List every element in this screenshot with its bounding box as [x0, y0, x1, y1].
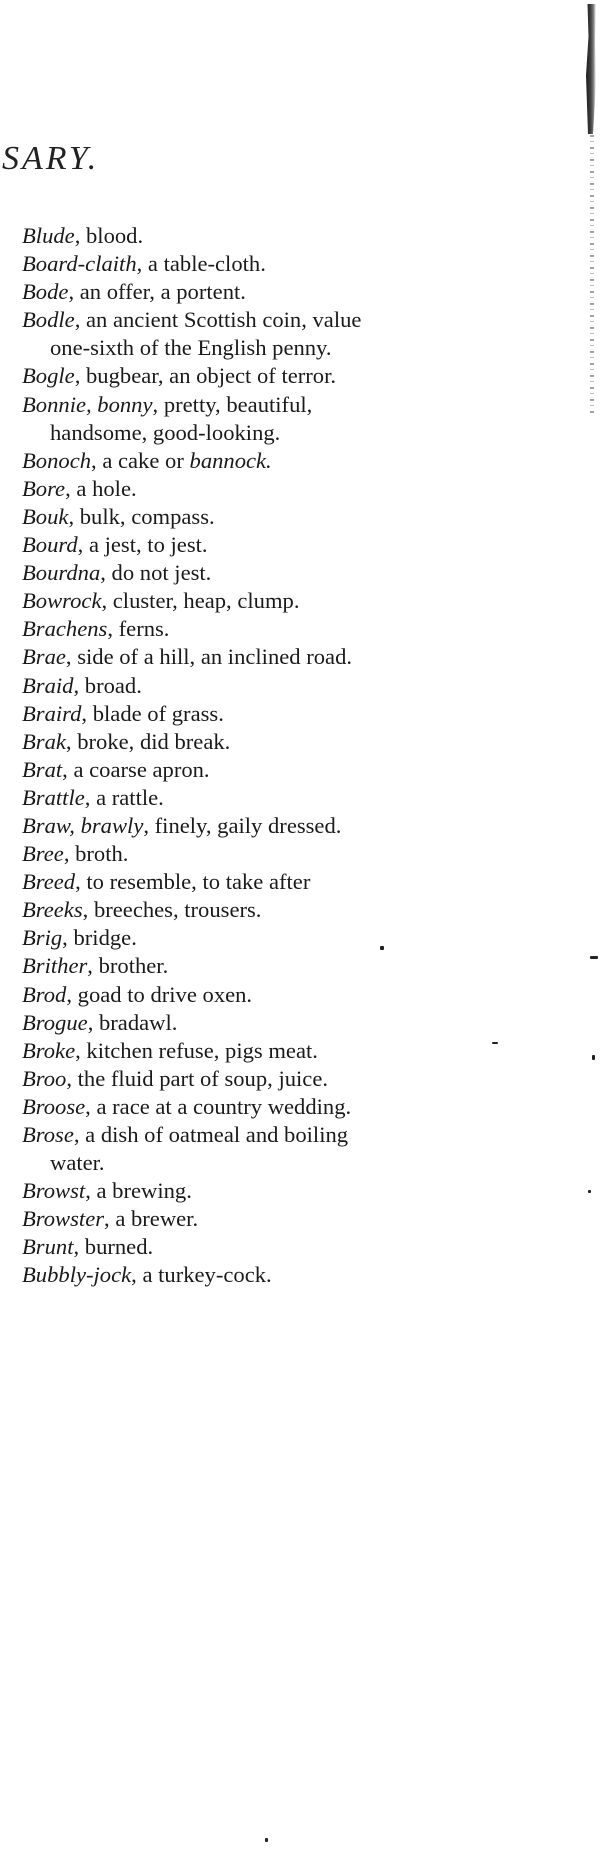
entry-term: Brogue — [22, 1009, 88, 1035]
entry-definition: , pretty, beautiful, handsome, good-looking. — [50, 391, 313, 445]
entry-term: Bore — [22, 475, 66, 501]
glossary-entry — [22, 250, 388, 278]
glossary-entry — [22, 306, 388, 362]
entry-term: Broo — [22, 1065, 67, 1091]
glossary-entry — [22, 1037, 388, 1065]
page-header: SARY. — [2, 140, 100, 177]
entry-term: Bowrock — [22, 588, 102, 614]
entry-term: Breed — [22, 869, 76, 895]
glossary-entry — [22, 1261, 388, 1289]
glossary-entry — [22, 1177, 388, 1205]
entry-definition: , side of a hill, an inclined road. — [65, 644, 353, 670]
entry-term: Braird — [22, 700, 82, 726]
entry-definition: , a coarse apron. — [62, 756, 210, 782]
entry-definition: , bridge. — [62, 925, 137, 951]
entry-definition: , a rattle. — [84, 784, 164, 810]
entry-term: Bourd — [22, 532, 78, 558]
entry-term: Brither — [22, 953, 88, 979]
glossary-entry — [22, 728, 388, 756]
glossary-entry — [22, 475, 388, 503]
entry-definition: , blood. — [74, 223, 144, 248]
entry-definition: , goad to drive oxen. — [66, 981, 253, 1007]
scan-speck — [588, 1190, 591, 1193]
entry-term: Broose — [22, 1093, 86, 1119]
entry-definition: , broad. — [73, 672, 142, 698]
glossary-entry — [22, 700, 388, 728]
entry-definition: , a cake or — [91, 447, 190, 473]
entry-definition: , bradawl. — [87, 1009, 178, 1035]
entry-definition: , finely, gaily dressed. — [143, 812, 342, 838]
glossary-entry — [22, 391, 388, 447]
entry-definition: , broke, did break. — [65, 728, 231, 754]
glossary-entry — [22, 615, 388, 643]
glossary-entry — [22, 868, 388, 896]
entry-term: Bouk — [22, 503, 69, 529]
entry-term: Brattle — [22, 784, 85, 810]
entry-term: Brachens — [22, 616, 108, 642]
scan-speck — [592, 1055, 595, 1060]
entry-term: Bonnie, bonny — [22, 391, 153, 417]
entry-definition: , a turkey-cock. — [131, 1262, 272, 1288]
glossary-entry — [22, 222, 388, 250]
glossary-entry — [22, 672, 388, 700]
entry-definition: , blade of grass. — [81, 700, 224, 726]
entry-term: Broke — [22, 1037, 76, 1063]
glossary-entry — [22, 924, 388, 952]
entry-definition: , brother. — [87, 953, 169, 979]
glossary-entry — [22, 447, 388, 475]
glossary-entry — [22, 1065, 388, 1093]
entry-definition: , an ancient Scottish coin, value one-sixth of the English penny. — [50, 307, 362, 361]
entry-term: Board-claith — [22, 251, 137, 277]
entry-definition: , a jest, to jest. — [77, 532, 208, 558]
scan-speck — [380, 946, 384, 950]
book-binding-edge — [586, 4, 596, 134]
scan-speck — [265, 1838, 268, 1842]
glossary-entry — [22, 981, 388, 1009]
entry-definition: , kitchen refuse, pigs meat. — [75, 1037, 318, 1063]
entry-term: Bonoch — [22, 447, 92, 473]
entry-definition: , to resemble, to take after — [75, 869, 311, 895]
glossary-entry — [22, 1233, 388, 1261]
entry-definition: , a brewing. — [85, 1178, 192, 1204]
glossary-entry — [22, 784, 388, 812]
entry-definition-italic: bannock. — [189, 447, 272, 473]
glossary-entry — [22, 1009, 388, 1037]
glossary-entry — [22, 756, 388, 784]
glossary-entry — [22, 503, 388, 531]
entry-definition: , cluster, heap, clump. — [101, 588, 300, 614]
entry-definition: , bugbear, an object of terror. — [74, 363, 337, 389]
entry-term: Brae — [22, 644, 66, 670]
entry-definition: , breeches, trousers. — [82, 897, 262, 923]
glossary-entry — [22, 1093, 388, 1121]
entry-term: Bourdna — [22, 560, 101, 586]
glossary-entry — [22, 531, 388, 559]
entry-definition: , a table-cloth. — [136, 251, 266, 277]
entry-term: Braid — [22, 672, 74, 698]
entry-term: Brod — [22, 981, 67, 1007]
entry-definition: , broth. — [63, 841, 129, 867]
entry-definition: , a hole. — [65, 475, 137, 501]
entry-term: Breeks — [22, 897, 83, 923]
entry-term: Braw, brawly — [22, 812, 144, 838]
entry-definition: , a race at a country wedding. — [85, 1093, 352, 1119]
entry-term: Bogle — [22, 363, 75, 389]
glossary-entry — [22, 952, 388, 980]
entry-term: Brak — [22, 728, 66, 754]
entry-definition: , do not jest. — [100, 560, 212, 586]
glossary-entry — [22, 812, 388, 840]
entry-definition: , a dish of oatmeal and boiling water. — [50, 1122, 349, 1176]
entry-term: Brunt — [22, 1234, 74, 1260]
entry-definition: , the fluid part of soup, juice. — [66, 1065, 329, 1091]
entry-definition: , burned. — [73, 1234, 154, 1260]
glossary-entry — [22, 362, 388, 390]
entry-term: Bubbly-jock — [22, 1262, 132, 1288]
entry-term: Blude — [22, 223, 75, 248]
glossary-entry — [22, 278, 388, 306]
entry-term: Bree — [22, 841, 64, 867]
glossary-entry — [22, 1205, 388, 1233]
entry-term: Brig — [22, 925, 63, 951]
entry-term: Bodle — [22, 307, 75, 333]
entry-term: Browster — [22, 1206, 105, 1232]
scan-speck — [492, 1042, 498, 1044]
glossary-entries — [22, 222, 388, 1290]
glossary-entry — [22, 643, 388, 671]
entry-definition: , ferns. — [107, 616, 170, 642]
glossary-entry — [22, 840, 388, 868]
entry-definition: , a brewer. — [104, 1206, 199, 1232]
entry-term: Brose — [22, 1122, 74, 1147]
scan-speck — [590, 956, 598, 959]
entry-definition: , bulk, compass. — [68, 503, 215, 529]
entry-term: Brat — [22, 756, 63, 782]
binding-speckle — [590, 135, 594, 415]
entry-definition: , an offer, a portent. — [68, 279, 246, 305]
glossary-entry — [22, 559, 388, 587]
glossary-entry — [22, 1121, 388, 1177]
entry-term: Browst — [22, 1178, 86, 1204]
entry-term: Bode — [22, 279, 69, 305]
glossary-entry — [22, 896, 388, 924]
glossary-entry — [22, 587, 388, 615]
